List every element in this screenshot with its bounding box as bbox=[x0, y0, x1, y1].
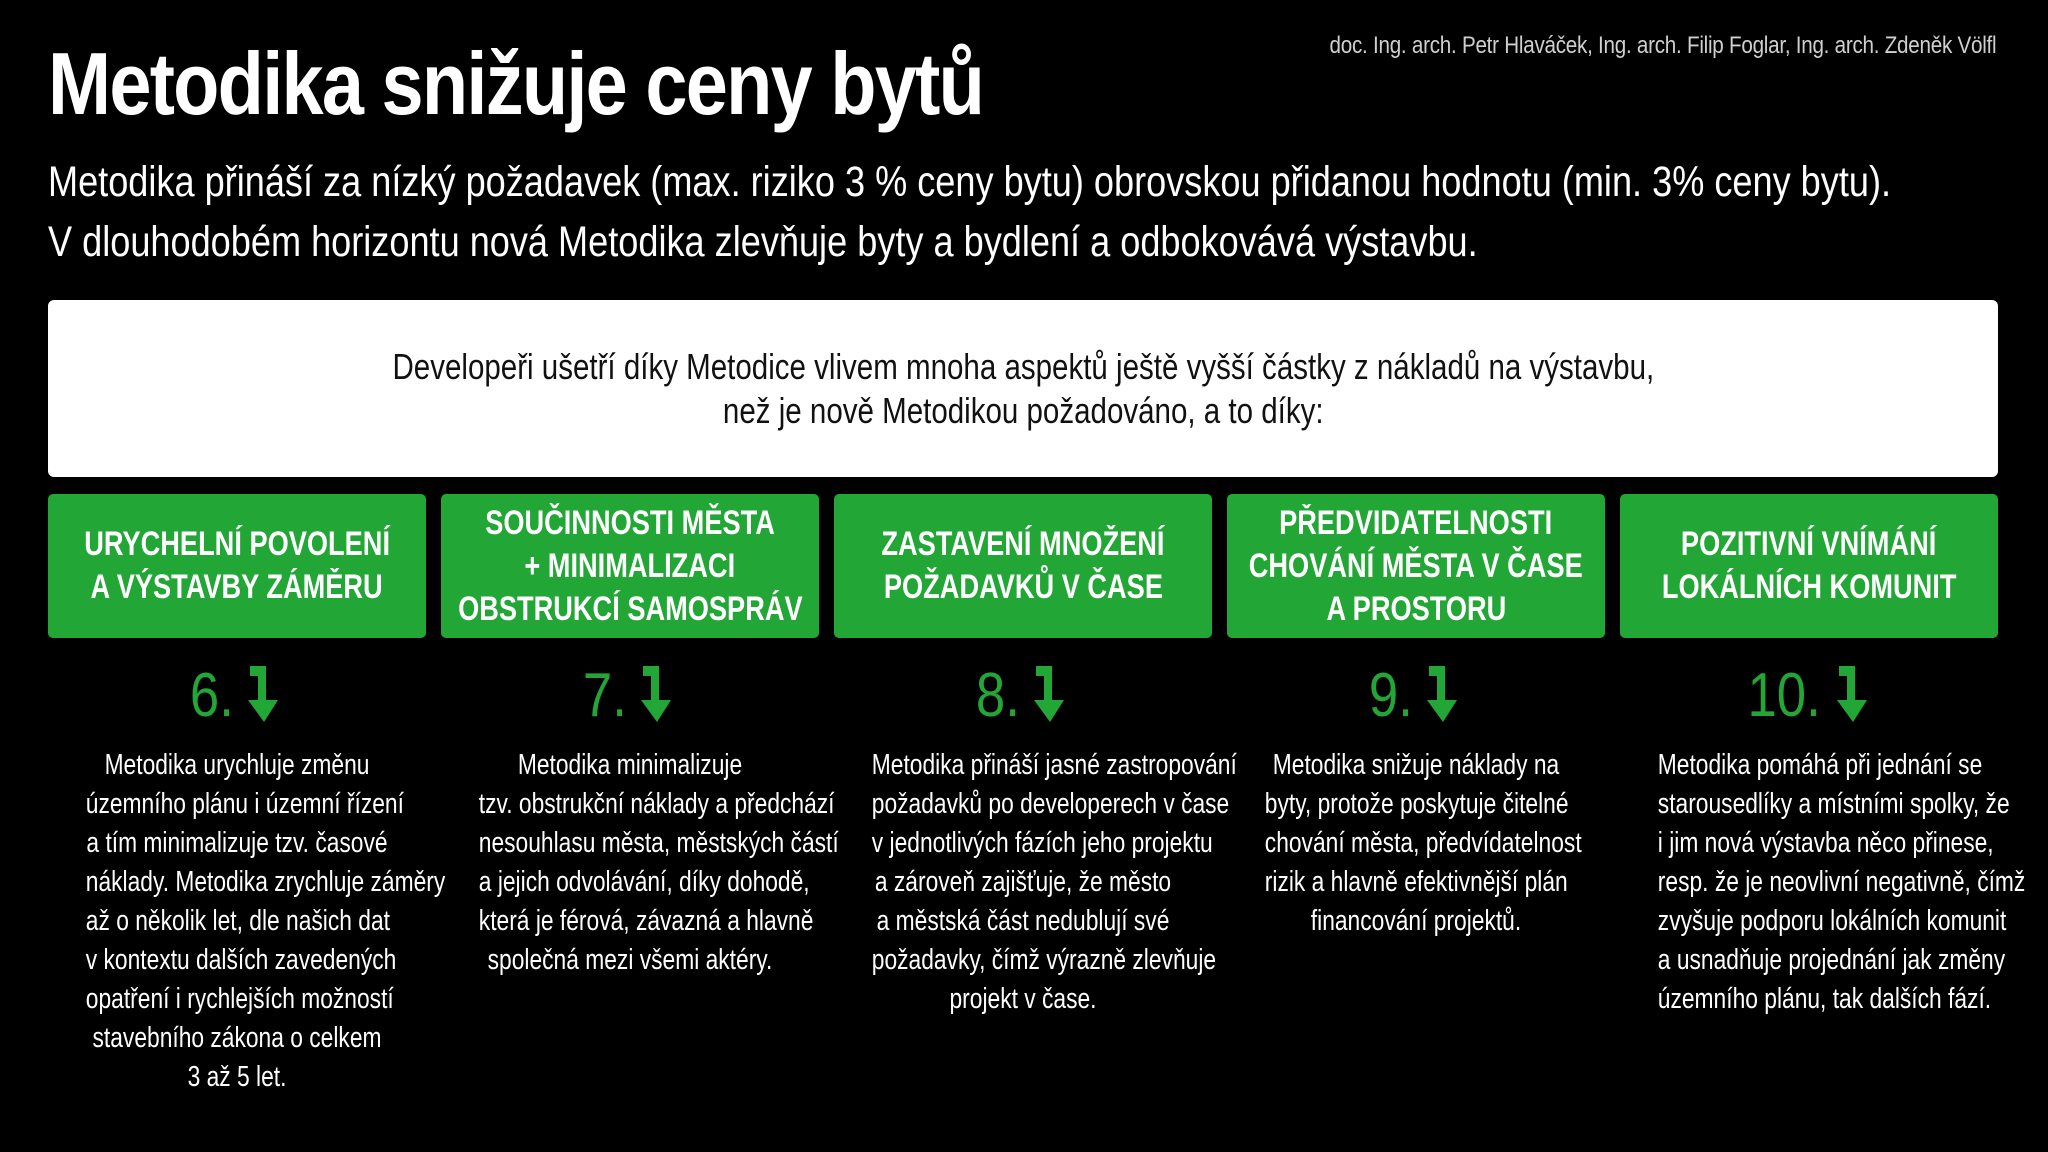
benefit-description-line: opatření i rychlejších možností bbox=[85, 983, 394, 1015]
benefit-column bbox=[834, 494, 1237, 1097]
benefit-number-row bbox=[579, 646, 681, 746]
benefit-number: 8. bbox=[976, 661, 1020, 730]
benefit-description bbox=[1227, 746, 1605, 941]
benefit-description-line: až o několik let, dle našich dat bbox=[85, 905, 390, 937]
benefit-header bbox=[834, 494, 1212, 638]
benefit-description-line: resp. že je neovlivní negativně, čímž bbox=[1657, 866, 2026, 898]
benefit-header-line: A PROSTORU bbox=[1326, 589, 1506, 628]
benefit-description-line: která je férová, závazná a hlavně bbox=[478, 905, 814, 937]
benefit-header-line: CHOVÁNÍ MĚSTA V ČASE bbox=[1249, 546, 1584, 585]
benefit-description-line: a tím minimalizuje tzv. časové bbox=[86, 827, 388, 859]
benefit-header bbox=[441, 494, 819, 638]
benefit-column bbox=[1227, 494, 1605, 1097]
arrow-down-icon bbox=[1030, 664, 1074, 729]
benefit-description-line: starousedlíky a místními spolky, že bbox=[1657, 788, 2010, 820]
benefit-description-line: financování projektů. bbox=[1310, 905, 1522, 937]
subtitle bbox=[48, 152, 1896, 272]
benefit-description-line: i jim nová výstavba něco přinese, bbox=[1657, 827, 1994, 859]
intro-box bbox=[48, 300, 1998, 477]
benefit-number-row bbox=[186, 646, 288, 746]
benefit-description-line: zvyšuje podporu lokálních komunit bbox=[1657, 905, 2007, 937]
benefit-header-line: SOUČINNOSTI MĚSTA bbox=[485, 503, 775, 542]
benefit-number: 7. bbox=[583, 661, 627, 730]
benefit-description-line: Metodika snižuje náklady na bbox=[1272, 749, 1560, 781]
intro-line: Developeři ušetří díky Metodice vlivem mnoha aspektů ještě vyšší částky z nákladů na výstavbu, bbox=[392, 345, 1654, 387]
benefit-header bbox=[1227, 494, 1605, 638]
benefit-description bbox=[834, 746, 1237, 1019]
benefit-description-line: stavebního zákona o celkem bbox=[92, 1022, 382, 1054]
benefit-description-line: Metodika minimalizuje bbox=[517, 749, 743, 781]
benefit-description-line: tzv. obstrukční náklady a předchází bbox=[478, 788, 835, 820]
benefit-header-line: OBSTRUKCÍ SAMOSPRÁV bbox=[457, 589, 803, 628]
benefit-description-line: chování města, předvídatelnost bbox=[1264, 827, 1582, 859]
benefit-description-line: a zároveň zajišťuje, že město bbox=[874, 866, 1172, 898]
benefit-number: 10. bbox=[1747, 661, 1821, 730]
benefit-number-row bbox=[1365, 646, 1467, 746]
benefit-description-line: rizik a hlavně efektivnější plán bbox=[1264, 866, 1568, 898]
benefit-description-line: požadavků po developerech v čase bbox=[871, 788, 1230, 820]
arrow-down-icon bbox=[637, 664, 681, 729]
arrow-down-icon bbox=[1833, 664, 1877, 729]
benefit-header-line: ZASTAVENÍ MNOŽENÍ bbox=[881, 525, 1165, 563]
benefit-description-line: a městská část nedublují své bbox=[876, 905, 1170, 937]
benefit-description-line: v jednotlivých fázích jeho projektu bbox=[871, 827, 1213, 859]
benefit-header bbox=[48, 494, 426, 638]
arrow-down-icon bbox=[244, 664, 288, 729]
benefit-column bbox=[48, 494, 446, 1097]
benefit-number-row bbox=[1741, 646, 1877, 746]
benefit-header-line: POZITIVNÍ VNÍMÁNÍ bbox=[1681, 525, 1937, 563]
subtitle-line: Metodika přináší za nízký požadavek (max. riziko 3 % ceny bytu) obrovskou přidanou hodnotu (min. 3% ceny bytu). bbox=[48, 158, 1892, 206]
benefit-description-line: v kontextu dalších zavedených bbox=[85, 944, 397, 976]
benefit-description-line: a usnadňuje projednání jak změny bbox=[1657, 944, 2006, 976]
benefit-header-line: LOKÁLNÍCH KOMUNIT bbox=[1661, 568, 1957, 606]
benefit-column bbox=[1620, 494, 2026, 1097]
benefit-header-line: URYCHELNÍ POVOLENÍ bbox=[84, 525, 390, 563]
benefit-number: 9. bbox=[1369, 661, 1413, 730]
benefit-description-line: Metodika urychluje změnu bbox=[104, 749, 370, 781]
benefit-description-line: územního plánu i územní řízení bbox=[85, 788, 404, 820]
benefit-description-line: náklady. Metodika zrychluje záměry bbox=[85, 866, 446, 898]
benefit-description-line: Metodika přináší jasné zastropování bbox=[871, 749, 1237, 781]
benefit-description bbox=[1620, 746, 2026, 1019]
benefit-description-line: 3 až 5 let. bbox=[187, 1061, 287, 1093]
benefit-number-row bbox=[972, 646, 1074, 746]
benefit-header bbox=[1620, 494, 1998, 638]
benefit-header-line: + MINIMALIZACI bbox=[524, 546, 736, 585]
benefit-description-line: společná mezi všemi aktéry. bbox=[487, 944, 773, 976]
intro-line: než je nově Metodikou požadováno, a to díky: bbox=[722, 389, 1324, 431]
benefit-description bbox=[441, 746, 839, 980]
benefit-description-line: a jejich odvolávání, díky dohodě, bbox=[478, 866, 810, 898]
benefit-description-line: územního plánu, tak dalších fází. bbox=[1657, 983, 1992, 1015]
benefit-header-line: PŘEDVIDATELNOSTI bbox=[1279, 503, 1553, 542]
benefit-description-line: nesouhlasu města, městských částí bbox=[478, 827, 839, 859]
benefit-header-line: POŽADAVKŮ V ČASE bbox=[883, 568, 1163, 606]
page-title: Metodika snižuje ceny bytů bbox=[48, 34, 984, 133]
authors-credit: doc. Ing. arch. Petr Hlaváček, Ing. arch. Filip Foglar, Ing. arch. Zdeněk Völfl bbox=[1329, 32, 1996, 59]
benefit-columns bbox=[48, 494, 2026, 1097]
benefit-number: 6. bbox=[190, 661, 234, 730]
benefit-description-line: projekt v čase. bbox=[949, 983, 1097, 1015]
benefit-description-line: byty, protože poskytuje čitelné bbox=[1264, 788, 1569, 820]
benefit-column bbox=[441, 494, 839, 1097]
benefit-header-line: A VÝSTAVBY ZÁMĚRU bbox=[90, 568, 384, 606]
arrow-down-icon bbox=[1423, 664, 1467, 729]
benefit-description-line: Metodika pomáhá při jednání se bbox=[1657, 749, 1983, 781]
subtitle-line: V dlouhodobém horizontu nová Metodika zlevňuje byty a bydlení a odbokovává výstavbu. bbox=[48, 218, 1478, 266]
benefit-description bbox=[48, 746, 446, 1097]
benefit-description-line: požadavky, čímž výrazně zlevňuje bbox=[871, 944, 1217, 976]
